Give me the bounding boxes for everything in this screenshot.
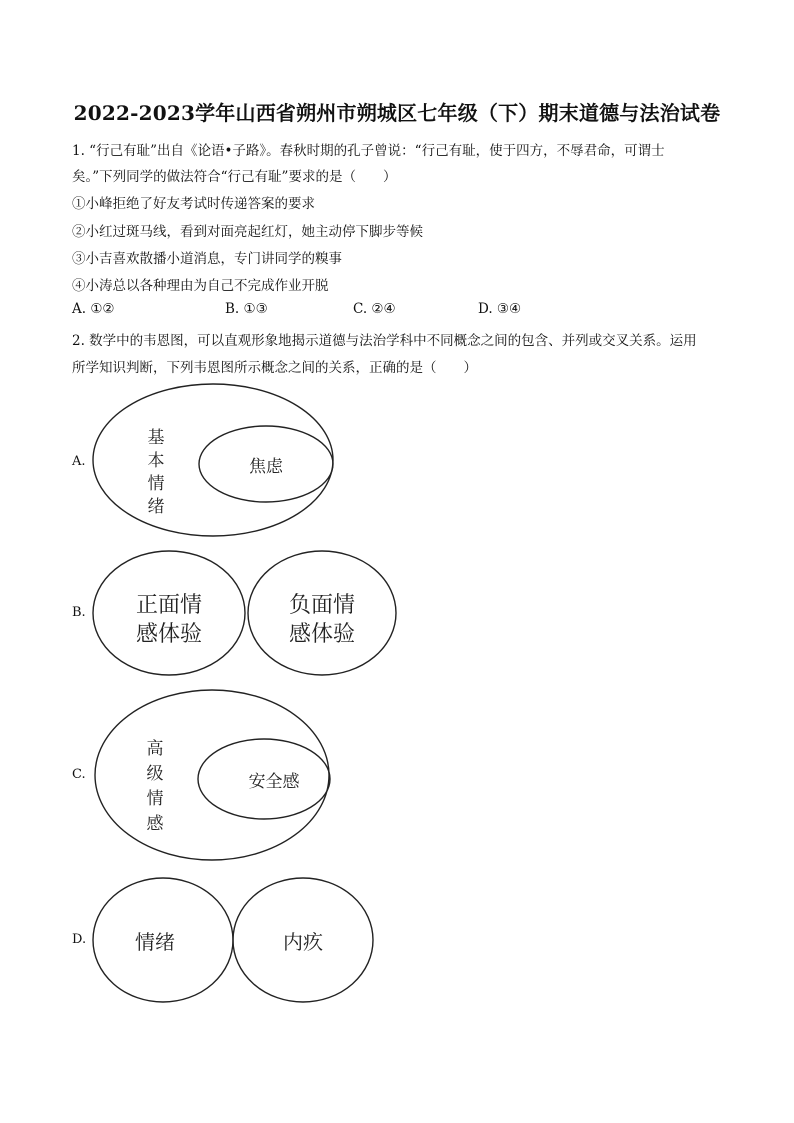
venn-c-outer-char-2: 级: [146, 764, 164, 784]
q2-option-c-label[interactable]: C.: [72, 767, 86, 782]
venn-d[interactable]: [93, 878, 373, 1002]
q1-option-c[interactable]: C. ②④: [353, 301, 396, 317]
venn-b-left-text-2: 感体验: [135, 622, 203, 647]
venn-a[interactable]: [93, 384, 333, 536]
venn-a-outer-circle: [93, 384, 333, 536]
venn-b-right-text-1: 负面情: [288, 593, 356, 618]
q2-option-b-label[interactable]: B.: [72, 605, 86, 620]
q2-stem-line-1: 2. 数学中的韦恩图，可以直观形象地揭示道德与法治学科中不同概念之间的包含、并列或交叉关系。运用: [72, 333, 697, 349]
venn-c-inner-text: 安全感: [248, 772, 300, 792]
venn-a-outer-char-2: 本: [147, 451, 165, 471]
venn-c[interactable]: [95, 690, 330, 860]
venn-d-left-text: 情绪: [135, 930, 175, 954]
q1-stem-line-2: 矣。”下列同学的做法符合“行己有耻”要求的是（ ）: [72, 169, 397, 185]
venn-d-right-text: 内疚: [283, 930, 323, 954]
q1-item-3: ③小吉喜欢散播小道消息，专门讲同学的糗事: [72, 251, 342, 267]
venn-a-inner-text: 焦虑: [249, 457, 283, 477]
venn-c-outer-char-3: 情: [146, 789, 164, 809]
q1-item-4: ④小涛总以各种理由为自己不完成作业开脱: [72, 278, 329, 294]
q1-item-2: ②小红过斑马线，看到对面亮起红灯，她主动停下脚步等候: [72, 224, 423, 240]
q1-option-d[interactable]: D. ③④: [478, 301, 522, 317]
q2-option-d-label[interactable]: D.: [72, 932, 87, 947]
q2-stem-line-2: 所学知识判断，下列韦恩图所示概念之间的关系，正确的是（ ）: [72, 360, 477, 376]
venn-b[interactable]: [93, 551, 396, 675]
venn-a-outer-char-4: 绪: [147, 497, 165, 517]
venn-a-outer-char-3: 情: [147, 474, 165, 494]
venn-b-left-text-1: 正面情: [135, 593, 203, 618]
q1-option-b[interactable]: B. ①③: [225, 301, 268, 317]
q1-option-a[interactable]: A. ①②: [72, 301, 115, 317]
exam-title: 2022-2023学年山西省朔州市朔城区七年级（下）期末道德与法治试卷: [73, 101, 721, 125]
venn-c-outer-char-4: 感: [146, 814, 164, 834]
q1-item-1: ①小峰拒绝了好友考试时传递答案的要求: [72, 196, 315, 212]
venn-b-right-text-2: 感体验: [288, 622, 356, 647]
q2-option-a-label[interactable]: A.: [72, 454, 86, 469]
venn-c-outer-char-1: 高: [146, 739, 164, 759]
venn-a-outer-char-1: 基: [147, 428, 165, 448]
q1-stem-line-1: 1. “行己有耻”出自《论语•子路》。春秋时期的孔子曾说：“行己有耻，使于四方，不辱君命，可谓士: [72, 143, 665, 159]
